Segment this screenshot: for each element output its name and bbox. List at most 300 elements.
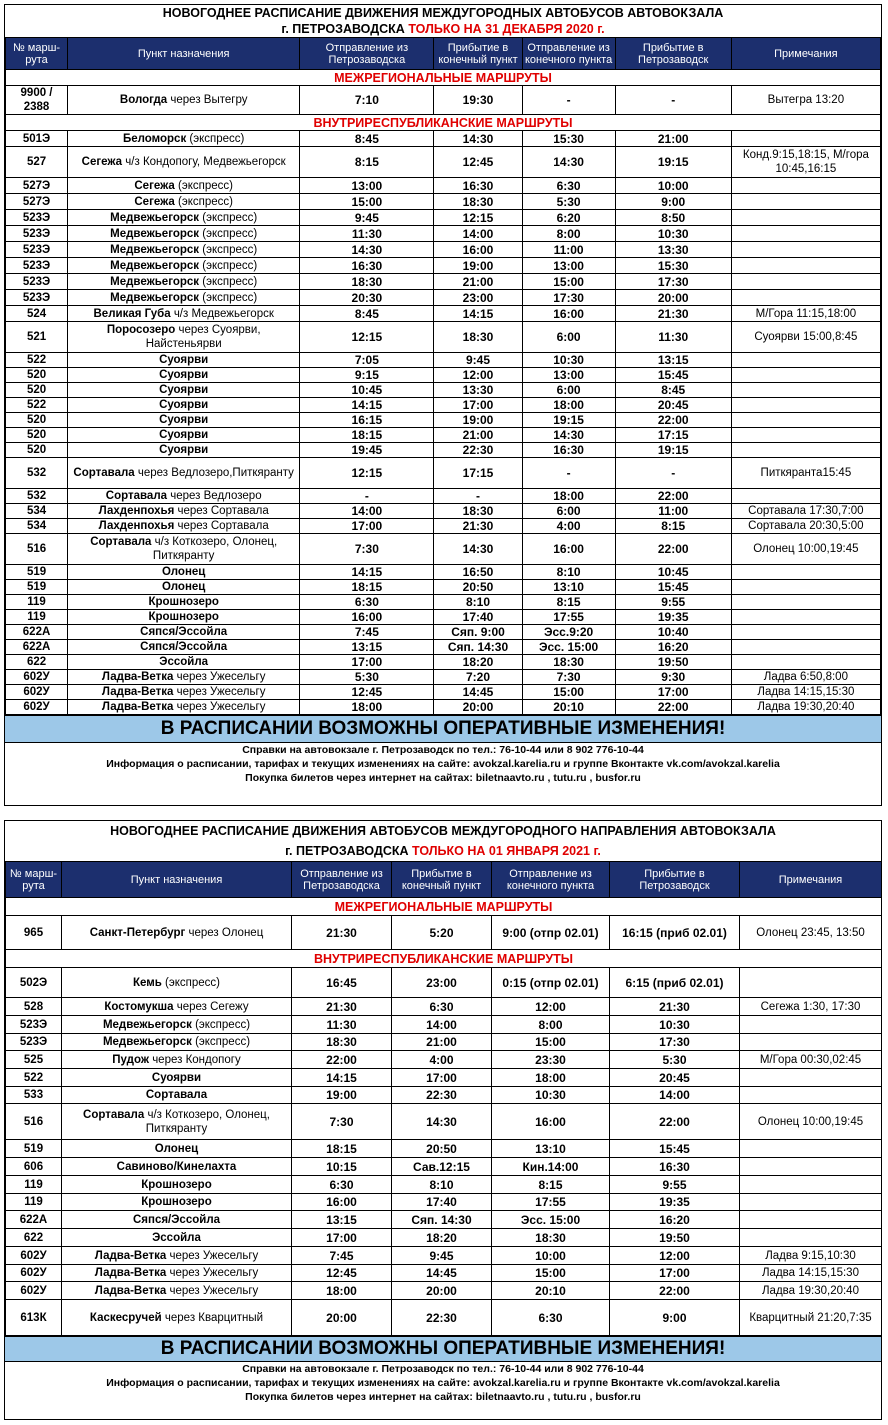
- destination-via: через Ведлозеро,Питкяранту: [137, 467, 294, 479]
- route-cell: 523Э: [6, 258, 68, 274]
- note-cell: [731, 489, 880, 504]
- table-row: [6, 1247, 882, 1265]
- destination-via: через Сегежу: [176, 1000, 249, 1013]
- departure-cell: 18:15: [300, 428, 434, 443]
- schedule-sheet-dec31: [4, 4, 882, 806]
- departure-cell: 8:15: [300, 147, 434, 178]
- route-cell: 532: [6, 458, 68, 489]
- note-cell: [731, 226, 880, 242]
- departure-back-cell: 4:00: [522, 519, 615, 534]
- departure-back-cell: 8:15: [492, 1176, 610, 1194]
- destination-via: (экспресс): [195, 1018, 251, 1031]
- arrival-back-cell: 9:55: [615, 595, 731, 610]
- departure-cell: 8:45: [300, 131, 434, 147]
- arrival-back-cell: 22:00: [610, 1104, 740, 1140]
- destination-name: Суоярви: [151, 1071, 202, 1084]
- arrival-cell: 16:30: [434, 178, 522, 194]
- route-cell: 524: [6, 306, 68, 322]
- arrival-cell: 18:30: [434, 504, 522, 519]
- table-row: [6, 700, 881, 715]
- arrival-cell: 16:00: [434, 242, 522, 258]
- arrival-back-cell: 19:35: [615, 610, 731, 625]
- section-label: МЕЖРЕГИОНАЛЬНЫЕ МАРШРУТЫ: [6, 898, 882, 916]
- title-date: ТОЛЬКО НА 01 ЯНВАРЯ 2021 г.: [412, 844, 601, 858]
- departure-cell: 18:00: [300, 700, 434, 715]
- destination-name: Пудож: [112, 1053, 149, 1066]
- departure-cell: 20:00: [292, 1300, 392, 1336]
- destination-cell: [62, 1104, 292, 1140]
- route-cell: 501Э: [6, 131, 68, 147]
- route-cell: 523Э: [6, 242, 68, 258]
- title-date: ТОЛЬКО НА 31 ДЕКАБРЯ 2020 г.: [408, 22, 605, 36]
- departure-back-cell: 13:10: [492, 1140, 610, 1158]
- destination-cell: [62, 1282, 292, 1300]
- arrival-cell: 12:45: [434, 147, 522, 178]
- note-cell: Ладва 19:30,20:40: [731, 700, 880, 715]
- note-cell: М/Гора 00:30,02:45: [740, 1051, 882, 1069]
- departure-back-cell: 0:15 (отпр 02.01): [492, 968, 610, 998]
- arrival-back-cell: 21:30: [615, 306, 731, 322]
- note-cell: [740, 1034, 882, 1051]
- departure-back-cell: Эсс. 15:00: [522, 640, 615, 655]
- route-cell: 523Э: [6, 226, 68, 242]
- destination-cell: [62, 1176, 292, 1194]
- departure-back-cell: 6:20: [522, 210, 615, 226]
- departure-cell: 17:00: [300, 519, 434, 534]
- col-arrival-back: Прибытие в Петрозаводск: [615, 38, 731, 70]
- note-cell: Сортавала 17:30,7:00: [731, 504, 880, 519]
- arrival-back-cell: 20:45: [615, 398, 731, 413]
- table-row: [6, 610, 881, 625]
- route-cell: 606: [6, 1158, 62, 1176]
- destination-name: Санкт-Петербург: [89, 926, 186, 939]
- route-cell: 516: [6, 1104, 62, 1140]
- note-cell: [740, 1087, 882, 1104]
- destination-name: Поросозеро: [106, 324, 176, 336]
- table-row: [6, 1087, 882, 1104]
- note-cell: [740, 1229, 882, 1247]
- arrival-cell: 22:30: [392, 1300, 492, 1336]
- destination-via: через Суоярви, Найстеньярви: [145, 324, 261, 350]
- arrival-cell: 18:30: [434, 194, 522, 210]
- note-cell: [731, 194, 880, 210]
- arrival-back-cell: 20:45: [610, 1069, 740, 1087]
- route-cell: 527: [6, 147, 68, 178]
- route-cell: 523Э: [6, 274, 68, 290]
- route-cell: 602У: [6, 1282, 62, 1300]
- departure-cell: 12:45: [300, 685, 434, 700]
- table-row: [6, 368, 881, 383]
- arrival-back-cell: 11:00: [615, 504, 731, 519]
- arrival-back-cell: 22:00: [615, 534, 731, 565]
- destination-cell: [62, 1194, 292, 1211]
- departure-cell: 8:45: [300, 306, 434, 322]
- table-row: [6, 1211, 882, 1229]
- route-cell: 532: [6, 489, 68, 504]
- destination-cell: [68, 242, 300, 258]
- table-row: [6, 504, 881, 519]
- route-cell: 522: [6, 398, 68, 413]
- departure-cell: 20:30: [300, 290, 434, 306]
- departure-cell: 19:45: [300, 443, 434, 458]
- destination-cell: [68, 194, 300, 210]
- destination-cell: [68, 489, 300, 504]
- departure-cell: 14:30: [300, 242, 434, 258]
- arrival-cell: 7:20: [434, 670, 522, 685]
- arrival-cell: 17:40: [434, 610, 522, 625]
- route-cell: 520: [6, 383, 68, 398]
- departure-back-cell: Эсс. 15:00: [492, 1211, 610, 1229]
- arrival-cell: 20:50: [434, 580, 522, 595]
- departure-cell: 13:15: [292, 1211, 392, 1229]
- departure-cell: 12:45: [292, 1265, 392, 1282]
- note-cell: Вытегра 13:20: [731, 86, 880, 115]
- departure-cell: 16:15: [300, 413, 434, 428]
- destination-cell: [62, 998, 292, 1016]
- table-row: [6, 1300, 882, 1336]
- col-notes: Примечания: [740, 862, 882, 898]
- destination-cell: [62, 1034, 292, 1051]
- destination-cell: [68, 178, 300, 194]
- departure-cell: 19:00: [292, 1087, 392, 1104]
- table-row: [6, 398, 881, 413]
- destination-via: через Ужесельгу: [169, 1284, 259, 1297]
- departure-cell: 7:45: [292, 1247, 392, 1265]
- arrival-cell: 16:50: [434, 565, 522, 580]
- arrival-back-cell: 8:15: [615, 519, 731, 534]
- destination-name: Медвежьегорск: [110, 243, 200, 256]
- arrival-cell: 17:40: [392, 1194, 492, 1211]
- table-row: [6, 519, 881, 534]
- table-row: [6, 443, 881, 458]
- table-body: [6, 898, 882, 1336]
- footer-info: Информация о расписании, тарифах и текущих изменениях на сайте: avokzal.karelia.ru и группе Вконтакте vk.com/avokzal.karelia: [106, 1377, 780, 1389]
- arrival-cell: 18:20: [392, 1229, 492, 1247]
- arrival-cell: 6:30: [392, 998, 492, 1016]
- departure-back-cell: 19:15: [522, 413, 615, 428]
- table-row: [6, 489, 881, 504]
- arrival-back-cell: 9:00: [610, 1300, 740, 1336]
- arrival-cell: 14:30: [434, 131, 522, 147]
- title-city: г. ПЕТРОЗАВОДСКА: [285, 844, 409, 858]
- changes-banner: В РАСПИСАНИИ ВОЗМОЖНЫ ОПЕРАТИВНЫЕ ИЗМЕНЕНИЯ!: [5, 1336, 881, 1362]
- destination-name: Ладва-Ветка: [94, 1249, 167, 1262]
- section-label: ВНУТРИРЕСПУБЛИКАНСКИЕ МАРШРУТЫ: [6, 115, 881, 131]
- departure-back-cell: 20:10: [492, 1282, 610, 1300]
- destination-via: (экспресс): [202, 291, 258, 304]
- destination-cell: [62, 1300, 292, 1336]
- destination-name: Ладва-Ветка: [101, 686, 174, 698]
- departure-back-cell: 6:00: [522, 322, 615, 353]
- col-arrival-back: Прибытие в Петрозаводск: [610, 862, 740, 898]
- table-row: [6, 178, 881, 194]
- route-cell: 602У: [6, 1265, 62, 1282]
- schedule-table: [5, 861, 882, 1336]
- route-cell: 602У: [6, 1247, 62, 1265]
- route-cell: 520: [6, 443, 68, 458]
- destination-cell: [62, 968, 292, 998]
- arrival-cell: 14:00: [434, 226, 522, 242]
- table-row: [6, 322, 881, 353]
- arrival-back-cell: 17:00: [615, 685, 731, 700]
- table-row: [6, 210, 881, 226]
- table-row: [6, 428, 881, 443]
- route-cell: 520: [6, 413, 68, 428]
- destination-via: ч/з Коткозеро, Олонец, Питкяранту: [145, 1108, 270, 1135]
- arrival-back-cell: 19:15: [615, 147, 731, 178]
- arrival-cell: 9:45: [434, 353, 522, 368]
- arrival-back-cell: -: [615, 458, 731, 489]
- departure-cell: 7:30: [300, 534, 434, 565]
- arrival-back-cell: 13:30: [615, 242, 731, 258]
- destination-name: Суоярви: [159, 369, 209, 381]
- arrival-cell: -: [434, 489, 522, 504]
- note-cell: Питкяранта15:45: [731, 458, 880, 489]
- route-cell: 522: [6, 353, 68, 368]
- departure-back-cell: 13:00: [522, 368, 615, 383]
- table-row: [6, 413, 881, 428]
- sheet-title: НОВОГОДНЕЕ РАСПИСАНИЕ ДВИЖЕНИЯ МЕЖДУГОРОДНЫХ АВТОБУСОВ АВТОВОКЗАЛА: [162, 6, 724, 20]
- table-row: [6, 1051, 882, 1069]
- departure-cell: 13:15: [300, 640, 434, 655]
- destination-name: Сегежа: [81, 156, 123, 168]
- destination-cell: [68, 700, 300, 715]
- arrival-back-cell: 10:00: [615, 178, 731, 194]
- destination-name: Олонец: [161, 566, 206, 578]
- route-cell: 523Э: [6, 290, 68, 306]
- table-row: [6, 1282, 882, 1300]
- departure-cell: 18:15: [300, 580, 434, 595]
- route-cell: 119: [6, 595, 68, 610]
- route-cell: 520: [6, 428, 68, 443]
- arrival-back-cell: 14:00: [610, 1087, 740, 1104]
- destination-name: Суоярви: [159, 399, 209, 411]
- arrival-back-cell: 17:15: [615, 428, 731, 443]
- destination-via: через Кварцитный: [164, 1311, 264, 1324]
- arrival-cell: 19:30: [434, 86, 522, 115]
- arrival-back-cell: 19:50: [610, 1229, 740, 1247]
- destination-name: Сегежа: [134, 179, 175, 192]
- departure-back-cell: 15:30: [522, 131, 615, 147]
- changes-banner: В РАСПИСАНИИ ВОЗМОЖНЫ ОПЕРАТИВНЫЕ ИЗМЕНЕНИЯ!: [5, 715, 881, 743]
- route-cell: 613К: [6, 1300, 62, 1336]
- destination-name: Ладва-Ветка: [101, 701, 174, 713]
- arrival-back-cell: 21:00: [615, 131, 731, 147]
- route-cell: 527Э: [6, 194, 68, 210]
- arrival-cell: 12:00: [434, 368, 522, 383]
- destination-name: Великая Губа: [93, 307, 171, 320]
- destination-cell: [68, 504, 300, 519]
- destination-cell: [68, 443, 300, 458]
- departure-back-cell: 14:30: [522, 428, 615, 443]
- arrival-back-cell: 9:30: [615, 670, 731, 685]
- departure-back-cell: 18:30: [522, 655, 615, 670]
- departure-cell: 14:15: [300, 565, 434, 580]
- route-cell: 9900 / 2388: [6, 86, 68, 115]
- route-cell: 119: [6, 1194, 62, 1211]
- arrival-back-cell: 15:45: [615, 368, 731, 383]
- destination-name: Сегежа: [134, 195, 175, 208]
- route-cell: 525: [6, 1051, 62, 1069]
- destination-name: Каскесручей: [89, 1311, 162, 1324]
- arrival-back-cell: 16:20: [615, 640, 731, 655]
- departure-cell: 7:10: [300, 86, 434, 115]
- destination-via: (экспресс): [202, 275, 258, 288]
- departure-back-cell: 17:30: [522, 290, 615, 306]
- note-cell: [731, 178, 880, 194]
- destination-cell: [68, 640, 300, 655]
- destination-name: Эссойла: [152, 1231, 201, 1244]
- departure-back-cell: 16:00: [522, 306, 615, 322]
- table-row: [6, 580, 881, 595]
- departure-back-cell: 15:00: [492, 1034, 610, 1051]
- arrival-back-cell: 5:30: [610, 1051, 740, 1069]
- departure-back-cell: 10:30: [492, 1087, 610, 1104]
- destination-name: Ладва-Ветка: [94, 1284, 167, 1297]
- departure-cell: 16:00: [300, 610, 434, 625]
- note-cell: Ладва 6:50,8:00: [731, 670, 880, 685]
- note-cell: [731, 580, 880, 595]
- footer-info: Информация о расписании, тарифах и текущих изменениях на сайте: avokzal.karelia.ru и группе Вконтакте vk.com/avokzal.karelia: [106, 758, 780, 770]
- table-row: [6, 565, 881, 580]
- departure-cell: 12:15: [300, 458, 434, 489]
- arrival-cell: 19:00: [434, 258, 522, 274]
- table-row: [6, 258, 881, 274]
- note-cell: [740, 1158, 882, 1176]
- destination-cell: [68, 322, 300, 353]
- table-row: [6, 685, 881, 700]
- departure-back-cell: 10:00: [492, 1247, 610, 1265]
- arrival-back-cell: 16:15 (приб 02.01): [610, 916, 740, 950]
- note-cell: Сортавала 20:30,5:00: [731, 519, 880, 534]
- note-cell: [740, 1176, 882, 1194]
- destination-cell: [62, 1158, 292, 1176]
- destination-name: Сяпся/Эссойла: [140, 641, 228, 653]
- destination-name: Савиново/Кинелахта: [116, 1160, 237, 1173]
- route-cell: 519: [6, 565, 68, 580]
- col-route: № марш-рута: [6, 862, 62, 898]
- departure-back-cell: 10:30: [522, 353, 615, 368]
- arrival-back-cell: 10:30: [615, 226, 731, 242]
- departure-cell: 13:00: [300, 178, 434, 194]
- note-cell: [740, 1016, 882, 1034]
- departure-cell: 11:30: [292, 1016, 392, 1034]
- departure-cell: 16:45: [292, 968, 392, 998]
- destination-name: Медвежьегорск: [110, 227, 200, 240]
- departure-back-cell: 6:00: [522, 383, 615, 398]
- departure-back-cell: Кин.14:00: [492, 1158, 610, 1176]
- table-row: [6, 1194, 882, 1211]
- arrival-cell: 13:30: [434, 383, 522, 398]
- table-row: [6, 194, 881, 210]
- arrival-cell: 17:15: [434, 458, 522, 489]
- note-cell: [731, 290, 880, 306]
- departure-back-cell: 13:10: [522, 580, 615, 595]
- arrival-back-cell: 15:45: [610, 1140, 740, 1158]
- destination-via: через Ужесельгу: [176, 701, 266, 713]
- destination-cell: [62, 1247, 292, 1265]
- route-cell: 622А: [6, 640, 68, 655]
- departure-cell: 21:30: [292, 998, 392, 1016]
- destination-via: (экспресс): [178, 195, 233, 208]
- note-cell: [740, 1069, 882, 1087]
- departure-back-cell: 17:55: [492, 1194, 610, 1211]
- note-cell: Ладва 14:15,15:30: [731, 685, 880, 700]
- note-cell: [731, 640, 880, 655]
- route-cell: 534: [6, 504, 68, 519]
- route-cell: 502Э: [6, 968, 62, 998]
- section-header: [6, 70, 881, 86]
- departure-cell: 7:45: [300, 625, 434, 640]
- departure-cell: 18:00: [292, 1282, 392, 1300]
- col-arrival: Прибытие в конечный пункт: [434, 38, 522, 70]
- departure-back-cell: 18:30: [492, 1229, 610, 1247]
- departure-back-cell: 8:15: [522, 595, 615, 610]
- destination-cell: [68, 595, 300, 610]
- arrival-cell: 14:15: [434, 306, 522, 322]
- destination-via: ч/з Коткозеро, Олонец, Питкяранту: [152, 536, 278, 562]
- note-cell: Суоярви 15:00,8:45: [731, 322, 880, 353]
- destination-via: через Ведлозеро: [170, 490, 262, 502]
- departure-back-cell: -: [522, 86, 615, 115]
- arrival-cell: 5:20: [392, 916, 492, 950]
- destination-cell: [68, 519, 300, 534]
- note-cell: [731, 368, 880, 383]
- destination-name: Лахденпохья: [98, 520, 175, 532]
- table-row: [6, 86, 881, 115]
- table-row: [6, 1104, 882, 1140]
- route-cell: 523Э: [6, 1016, 62, 1034]
- route-cell: 519: [6, 580, 68, 595]
- footer-phone: Справки на автовокзале г. Петрозаводск по тел.: 76-10-44 или 8 902 776-10-44: [242, 744, 644, 756]
- table-row: [6, 274, 881, 290]
- arrival-cell: 21:30: [434, 519, 522, 534]
- col-destination: Пункт назначения: [62, 862, 292, 898]
- arrival-cell: 12:15: [434, 210, 522, 226]
- table-row: [6, 655, 881, 670]
- departure-cell: 10:15: [292, 1158, 392, 1176]
- arrival-cell: 18:20: [434, 655, 522, 670]
- note-cell: [731, 625, 880, 640]
- destination-cell: [68, 534, 300, 565]
- destination-cell: [68, 368, 300, 383]
- destination-cell: [62, 1211, 292, 1229]
- note-cell: Ладва 14:15,15:30: [740, 1265, 882, 1282]
- destination-cell: [68, 226, 300, 242]
- route-cell: 519: [6, 1140, 62, 1158]
- route-cell: 965: [6, 916, 62, 950]
- arrival-cell: Сав.12:15: [392, 1158, 492, 1176]
- note-cell: [740, 1211, 882, 1229]
- arrival-cell: 21:00: [434, 428, 522, 443]
- note-cell: [740, 1194, 882, 1211]
- arrival-cell: Сяп. 14:30: [392, 1211, 492, 1229]
- arrival-back-cell: 22:00: [615, 700, 731, 715]
- departure-cell: 18:30: [300, 274, 434, 290]
- destination-name: Медвежьегорск: [102, 1018, 192, 1031]
- arrival-cell: 8:10: [434, 595, 522, 610]
- destination-name: Ладва-Ветка: [101, 671, 174, 683]
- departure-back-cell: 18:00: [492, 1069, 610, 1087]
- footer-tickets: Покупка билетов через интернет на сайтах: biletnaavto.ru , tutu.ru , busfor.ru: [245, 1391, 641, 1403]
- arrival-cell: 21:00: [392, 1034, 492, 1051]
- note-cell: [731, 610, 880, 625]
- destination-via: ч/з Медвежьегорск: [173, 307, 274, 320]
- table-row: [6, 968, 882, 998]
- note-cell: [731, 258, 880, 274]
- departure-cell: 11:30: [300, 226, 434, 242]
- note-cell: Ладва 9:15,10:30: [740, 1247, 882, 1265]
